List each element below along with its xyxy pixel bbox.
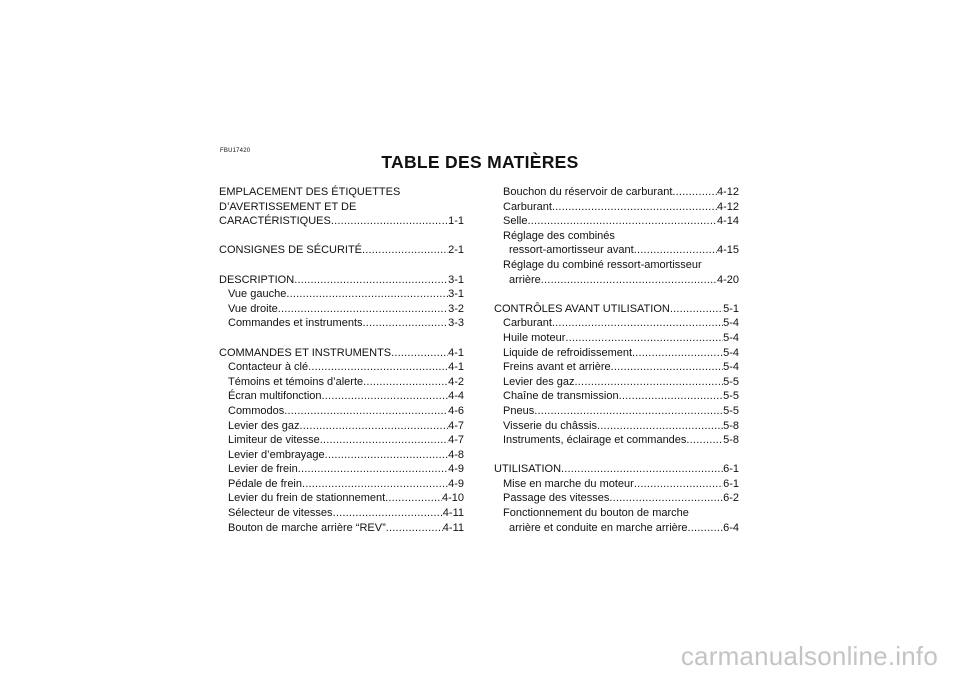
toc-entry[interactable]: [494, 200, 739, 215]
toc-entry-title: EMPLACEMENT DES ÉTIQUETTES: [219, 186, 401, 198]
toc-dot-leader: [611, 360, 723, 375]
toc-entry[interactable]: [494, 316, 739, 331]
toc-entry[interactable]: [219, 389, 464, 404]
toc-entry[interactable]: [494, 243, 739, 258]
toc-entry-title: arrière et conduite en marche arrière: [509, 521, 688, 534]
toc-dot-leader: [294, 273, 448, 288]
toc-entry-title: D’AVERTISSEMENT ET DE: [219, 200, 357, 213]
toc-entry[interactable]: [219, 214, 464, 229]
toc-entry[interactable]: [219, 521, 464, 536]
toc-entry-title: Freins avant et arrière: [503, 361, 611, 374]
toc-entry-page: 4-9: [448, 477, 464, 490]
toc-entry[interactable]: [219, 477, 464, 492]
toc-entry-title: Levier d’embrayage: [228, 448, 325, 461]
toc-entry-page: 6-1: [723, 477, 739, 490]
toc-dot-leader: [541, 273, 717, 288]
toc-entry-title: Instruments, éclairage et commandes: [503, 434, 687, 447]
toc-entry-page: 4-4: [448, 390, 464, 403]
toc-entry-title: Témoins et témoins d’alerte: [228, 375, 364, 388]
toc-dot-leader: [363, 316, 449, 331]
toc-entry-page: 4-14: [716, 215, 739, 228]
toc-dot-leader: [322, 389, 449, 404]
toc-entry-page: 4-7: [448, 434, 464, 447]
page-title: TABLE DES MATIÈRES: [381, 152, 579, 172]
toc-dot-leader: [331, 214, 448, 229]
toc-dot-leader: [284, 404, 448, 419]
toc-dot-leader: [385, 491, 442, 506]
toc-dot-leader: [565, 331, 723, 346]
toc-entry-page: 3-1: [448, 288, 464, 301]
toc-entry-title: Chaîne de transmission: [503, 390, 619, 403]
toc-entry[interactable]: [219, 346, 464, 361]
toc-dot-leader: [575, 375, 724, 390]
toc-dot-leader: [320, 433, 448, 448]
toc-entry-page: 5-1: [723, 302, 739, 315]
toc-entry-page: 4-6: [448, 404, 464, 417]
toc-entry-title: Commodos: [228, 404, 285, 417]
toc-entry-title: CONTRÔLES AVANT UTILISATION: [494, 302, 670, 315]
toc-entry-page: 6-1: [723, 463, 739, 476]
toc-dot-leader: [552, 200, 717, 215]
toc-entry-title: Huile moteur: [503, 331, 566, 344]
toc-entry[interactable]: [219, 462, 464, 477]
toc-dot-leader: [686, 433, 723, 448]
toc-entry-title: Vue gauche: [228, 288, 287, 301]
toc-entry-title: Mise en marche du moteur: [503, 477, 634, 490]
toc-entry-title: Levier de frein: [228, 463, 298, 476]
toc-entry-title: Sélecteur de vitesses: [228, 507, 333, 520]
toc-entry-page: 5-4: [723, 346, 739, 359]
toc-dot-leader: [298, 462, 448, 477]
watermark: carmanualsonline.info: [680, 641, 938, 671]
toc-entry-title: Commandes et instruments: [228, 317, 363, 330]
toc-entry[interactable]: [219, 200, 464, 215]
toc-entry[interactable]: [494, 433, 739, 448]
toc-dot-leader: [609, 491, 723, 506]
toc-entry-page: 5-8: [723, 419, 739, 432]
toc-entry-title: Carburant: [503, 317, 552, 330]
toc-dot-leader: [534, 404, 723, 419]
toc-entry[interactable]: [219, 433, 464, 448]
toc-entry[interactable]: [494, 404, 739, 419]
toc-entry-title: DESCRIPTION: [219, 273, 295, 286]
toc-entry-page: 4-11: [442, 521, 464, 534]
toc-entry[interactable]: [494, 258, 739, 273]
toc-entry[interactable]: [494, 491, 739, 506]
toc-entry-title: Pneus: [503, 404, 535, 417]
toc-entry[interactable]: [219, 448, 464, 463]
toc-entry-title: Vue droite: [228, 302, 278, 315]
toc-entry[interactable]: [494, 389, 739, 404]
toc-entry-title: Levier du frein de stationnement: [228, 492, 386, 505]
toc-dot-leader: [634, 477, 723, 492]
toc-dot-leader: [619, 389, 724, 404]
toc-entry-title: Fonctionnement du bouton de marche: [503, 507, 689, 520]
toc-entry-page: 4-12: [716, 186, 739, 198]
document-code: FBU17420: [220, 148, 251, 154]
toc-entry[interactable]: [219, 360, 464, 375]
toc-entry[interactable]: [219, 506, 464, 521]
toc-entry[interactable]: [494, 419, 739, 434]
toc-entry[interactable]: [219, 243, 464, 258]
toc-dot-leader: [386, 521, 443, 536]
toc-entry-title: Selle: [503, 215, 528, 228]
toc-dot-leader: [561, 462, 723, 477]
toc-entry-page: 3-3: [448, 317, 464, 330]
toc-dot-leader: [632, 346, 723, 361]
toc-dot-leader: [670, 302, 723, 317]
toc-entry-title: arrière: [509, 273, 541, 286]
toc-entry-title: Visserie du châssis: [503, 419, 597, 432]
toc-entry-page: 5-4: [723, 361, 739, 374]
toc-entry[interactable]: [494, 521, 739, 536]
toc-entry-page: 4-10: [441, 492, 464, 505]
toc-entry-page: 5-4: [723, 331, 739, 344]
toc-entry-page: 4-12: [716, 200, 739, 213]
toc-dot-leader: [391, 346, 448, 361]
toc-entry-page: 6-2: [723, 492, 739, 505]
toc-entry[interactable]: [494, 273, 739, 288]
toc-entry-title: Levier des gaz: [503, 375, 575, 388]
toc-dot-leader: [672, 185, 717, 200]
toc-dot-leader: [552, 316, 723, 331]
toc-entry[interactable]: [219, 185, 464, 200]
toc-entry-title: Levier des gaz: [228, 419, 300, 432]
toc-left-column: [219, 185, 464, 535]
toc-entry-title: CONSIGNES DE SÉCURITÉ: [219, 244, 363, 257]
toc-entry[interactable]: [494, 214, 739, 229]
toc-entry-title: UTILISATION: [494, 463, 562, 476]
toc-entry[interactable]: [219, 404, 464, 419]
toc-entry[interactable]: [494, 302, 739, 317]
toc-entry[interactable]: [494, 375, 739, 390]
toc-entry-page: 4-1: [448, 346, 464, 359]
toc-dot-leader: [278, 302, 448, 317]
toc-entry[interactable]: [494, 462, 739, 477]
toc-entry-page: 4-20: [716, 273, 739, 286]
toc-dot-leader: [333, 506, 443, 521]
toc-entry[interactable]: [219, 287, 464, 302]
toc-entry[interactable]: [494, 229, 739, 244]
toc-dot-leader: [302, 477, 448, 492]
toc-entry-title: Liquide de refroidissement: [503, 346, 633, 359]
toc-entry-page: 4-11: [442, 507, 464, 520]
toc-dot-leader: [286, 287, 448, 302]
toc-entry-title: ressort-amortisseur avant: [509, 244, 634, 257]
toc-dot-leader: [527, 214, 717, 229]
toc-entry-page: 4-1: [448, 361, 464, 374]
toc-entry[interactable]: [219, 491, 464, 506]
toc-dot-leader: [300, 419, 449, 434]
toc-entry[interactable]: [494, 506, 739, 521]
toc-entry-title: Écran multifonction: [228, 390, 322, 403]
toc-entry[interactable]: [219, 375, 464, 390]
toc-entry-page: 5-5: [723, 404, 739, 417]
toc-entry-page: 4-9: [448, 463, 464, 476]
toc-dot-leader: [597, 419, 723, 434]
toc-entry-page: 1-1: [448, 215, 464, 228]
toc-entry-page: 6-4: [723, 521, 739, 534]
toc-entry-title: Limiteur de vitesse: [228, 434, 320, 447]
toc-entry-title: CARACTÉRISTIQUES: [219, 215, 331, 228]
toc-entry[interactable]: [494, 346, 739, 361]
toc-entry[interactable]: [494, 331, 739, 346]
toc-dot-leader: [634, 243, 717, 258]
toc-dot-leader: [688, 521, 724, 536]
toc-entry[interactable]: [219, 316, 464, 331]
toc-entry-page: 5-8: [723, 434, 739, 447]
toc-entry-page: 5-5: [723, 390, 739, 403]
toc-entry-title: Passage des vitesses: [503, 492, 610, 505]
toc-entry-page: 3-1: [448, 273, 464, 286]
toc-entry-title: COMMANDES ET INSTRUMENTS: [219, 346, 392, 359]
toc-entry-page: 2-1: [448, 244, 464, 257]
toc-entry[interactable]: [494, 185, 739, 200]
toc-entry-page: 3-2: [448, 302, 464, 315]
toc-dot-leader: [325, 448, 448, 463]
toc-entry-title: Réglage des combinés: [503, 229, 615, 242]
toc-entry-page: 5-5: [723, 375, 739, 388]
toc-entry[interactable]: [494, 360, 739, 375]
toc-entry-title: Bouton de marche arrière “REV”: [228, 521, 386, 534]
toc-entry-title: Réglage du combiné ressort-amortisseur: [503, 258, 702, 271]
toc-entry-title: Carburant: [503, 200, 552, 213]
toc-dot-leader: [363, 375, 448, 390]
toc-dot-leader: [308, 360, 448, 375]
toc-dot-leader: [362, 243, 448, 258]
toc-entry[interactable]: [494, 477, 739, 492]
toc-entry-page: 4-8: [448, 448, 464, 461]
toc-entry-page: 4-7: [448, 419, 464, 432]
toc-entry-title: Bouchon du réservoir de carburant: [503, 186, 673, 198]
toc-entry[interactable]: [219, 273, 464, 288]
toc-entry[interactable]: [219, 419, 464, 434]
toc-entry-title: Contacteur à clé: [228, 361, 309, 374]
toc-entry-title: Pédale de frein: [228, 477, 302, 490]
toc-entry[interactable]: [219, 302, 464, 317]
toc-entry-page: 4-2: [448, 375, 464, 388]
toc-entry-page: 5-4: [723, 317, 739, 330]
toc-entry-page: 4-15: [716, 244, 739, 257]
toc-right-column: [494, 185, 739, 535]
